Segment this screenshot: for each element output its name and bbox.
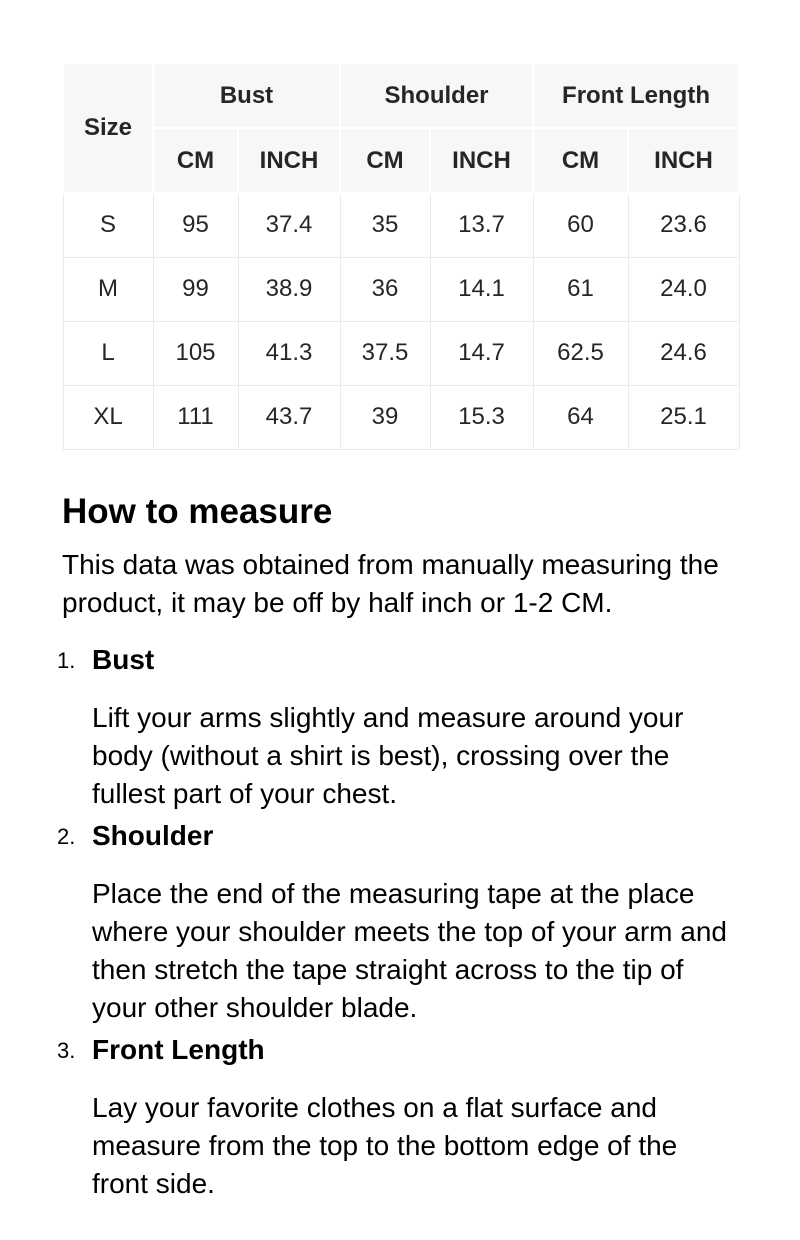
step-body: [92, 641, 738, 813]
table-row: [63, 385, 739, 449]
measure-steps-list: [57, 641, 738, 1203]
header-group-front-length: Front Length: [533, 63, 739, 128]
step-description: Lay your favorite clothes on a flat surface and measure from the top to the bottom edge of the front side.: [92, 1091, 678, 1199]
header-unit: CM: [340, 128, 430, 193]
value-cell: 105: [153, 321, 238, 385]
value-cell: 99: [153, 257, 238, 321]
value-cell: 35: [340, 193, 430, 257]
step-title-shoulder: Shoulder: [92, 819, 214, 851]
header-unit: CM: [153, 128, 238, 193]
value-cell: 37.4: [238, 193, 340, 257]
list-item: [57, 641, 738, 813]
value-cell: 41.3: [238, 321, 340, 385]
step-body: [92, 1031, 738, 1203]
value-cell: 23.6: [628, 193, 739, 257]
size-chart-header: [63, 63, 739, 193]
value-cell: 39: [340, 385, 430, 449]
header-unit: INCH: [628, 128, 739, 193]
value-cell: 111: [153, 385, 238, 449]
table-row: [63, 257, 739, 321]
list-item: [57, 817, 738, 1027]
size-cell: XL: [63, 385, 153, 449]
header-unit: INCH: [238, 128, 340, 193]
size-cell: L: [63, 321, 153, 385]
step-title-front-length: Front Length: [92, 1033, 265, 1065]
value-cell: 14.1: [430, 257, 533, 321]
value-cell: 43.7: [238, 385, 340, 449]
step-number: 1.: [57, 647, 76, 673]
size-cell: M: [63, 257, 153, 321]
value-cell: 24.0: [628, 257, 739, 321]
value-cell: 36: [340, 257, 430, 321]
step-number: 2.: [57, 823, 76, 849]
value-cell: 25.1: [628, 385, 739, 449]
value-cell: 15.3: [430, 385, 533, 449]
value-cell: 62.5: [533, 321, 628, 385]
step-description: Place the end of the measuring tape at the place where your shoulder meets the top of your arm and then stretch the tape straight across to the tip of your other shoulder blade.: [92, 877, 728, 1023]
step-title-bust: Bust: [92, 643, 155, 675]
table-row: [63, 321, 739, 385]
header-group-shoulder: Shoulder: [340, 63, 533, 128]
header-unit: INCH: [430, 128, 533, 193]
value-cell: 38.9: [238, 257, 340, 321]
header-size: Size: [63, 63, 153, 193]
how-to-measure-heading: How to measure: [62, 491, 333, 531]
header-group-bust: Bust: [153, 63, 340, 128]
value-cell: 61: [533, 257, 628, 321]
value-cell: 37.5: [340, 321, 430, 385]
step-number: 3.: [57, 1037, 76, 1063]
value-cell: 14.7: [430, 321, 533, 385]
value-cell: 24.6: [628, 321, 739, 385]
size-cell: S: [63, 193, 153, 257]
table-row: [63, 193, 739, 257]
header-unit: CM: [533, 128, 628, 193]
list-item: [57, 1031, 738, 1203]
value-cell: 95: [153, 193, 238, 257]
value-cell: 60: [533, 193, 628, 257]
step-description: Lift your arms slightly and measure around your body (without a shirt is best), crossing over the fullest part of your chest.: [92, 701, 684, 809]
value-cell: 64: [533, 385, 628, 449]
size-chart-table: [62, 62, 740, 450]
step-body: [92, 817, 738, 1027]
value-cell: 13.7: [430, 193, 533, 257]
measure-intro-text: This data was obtained from manually measuring the product, it may be off by half inch or 1-2 CM.: [62, 548, 719, 618]
